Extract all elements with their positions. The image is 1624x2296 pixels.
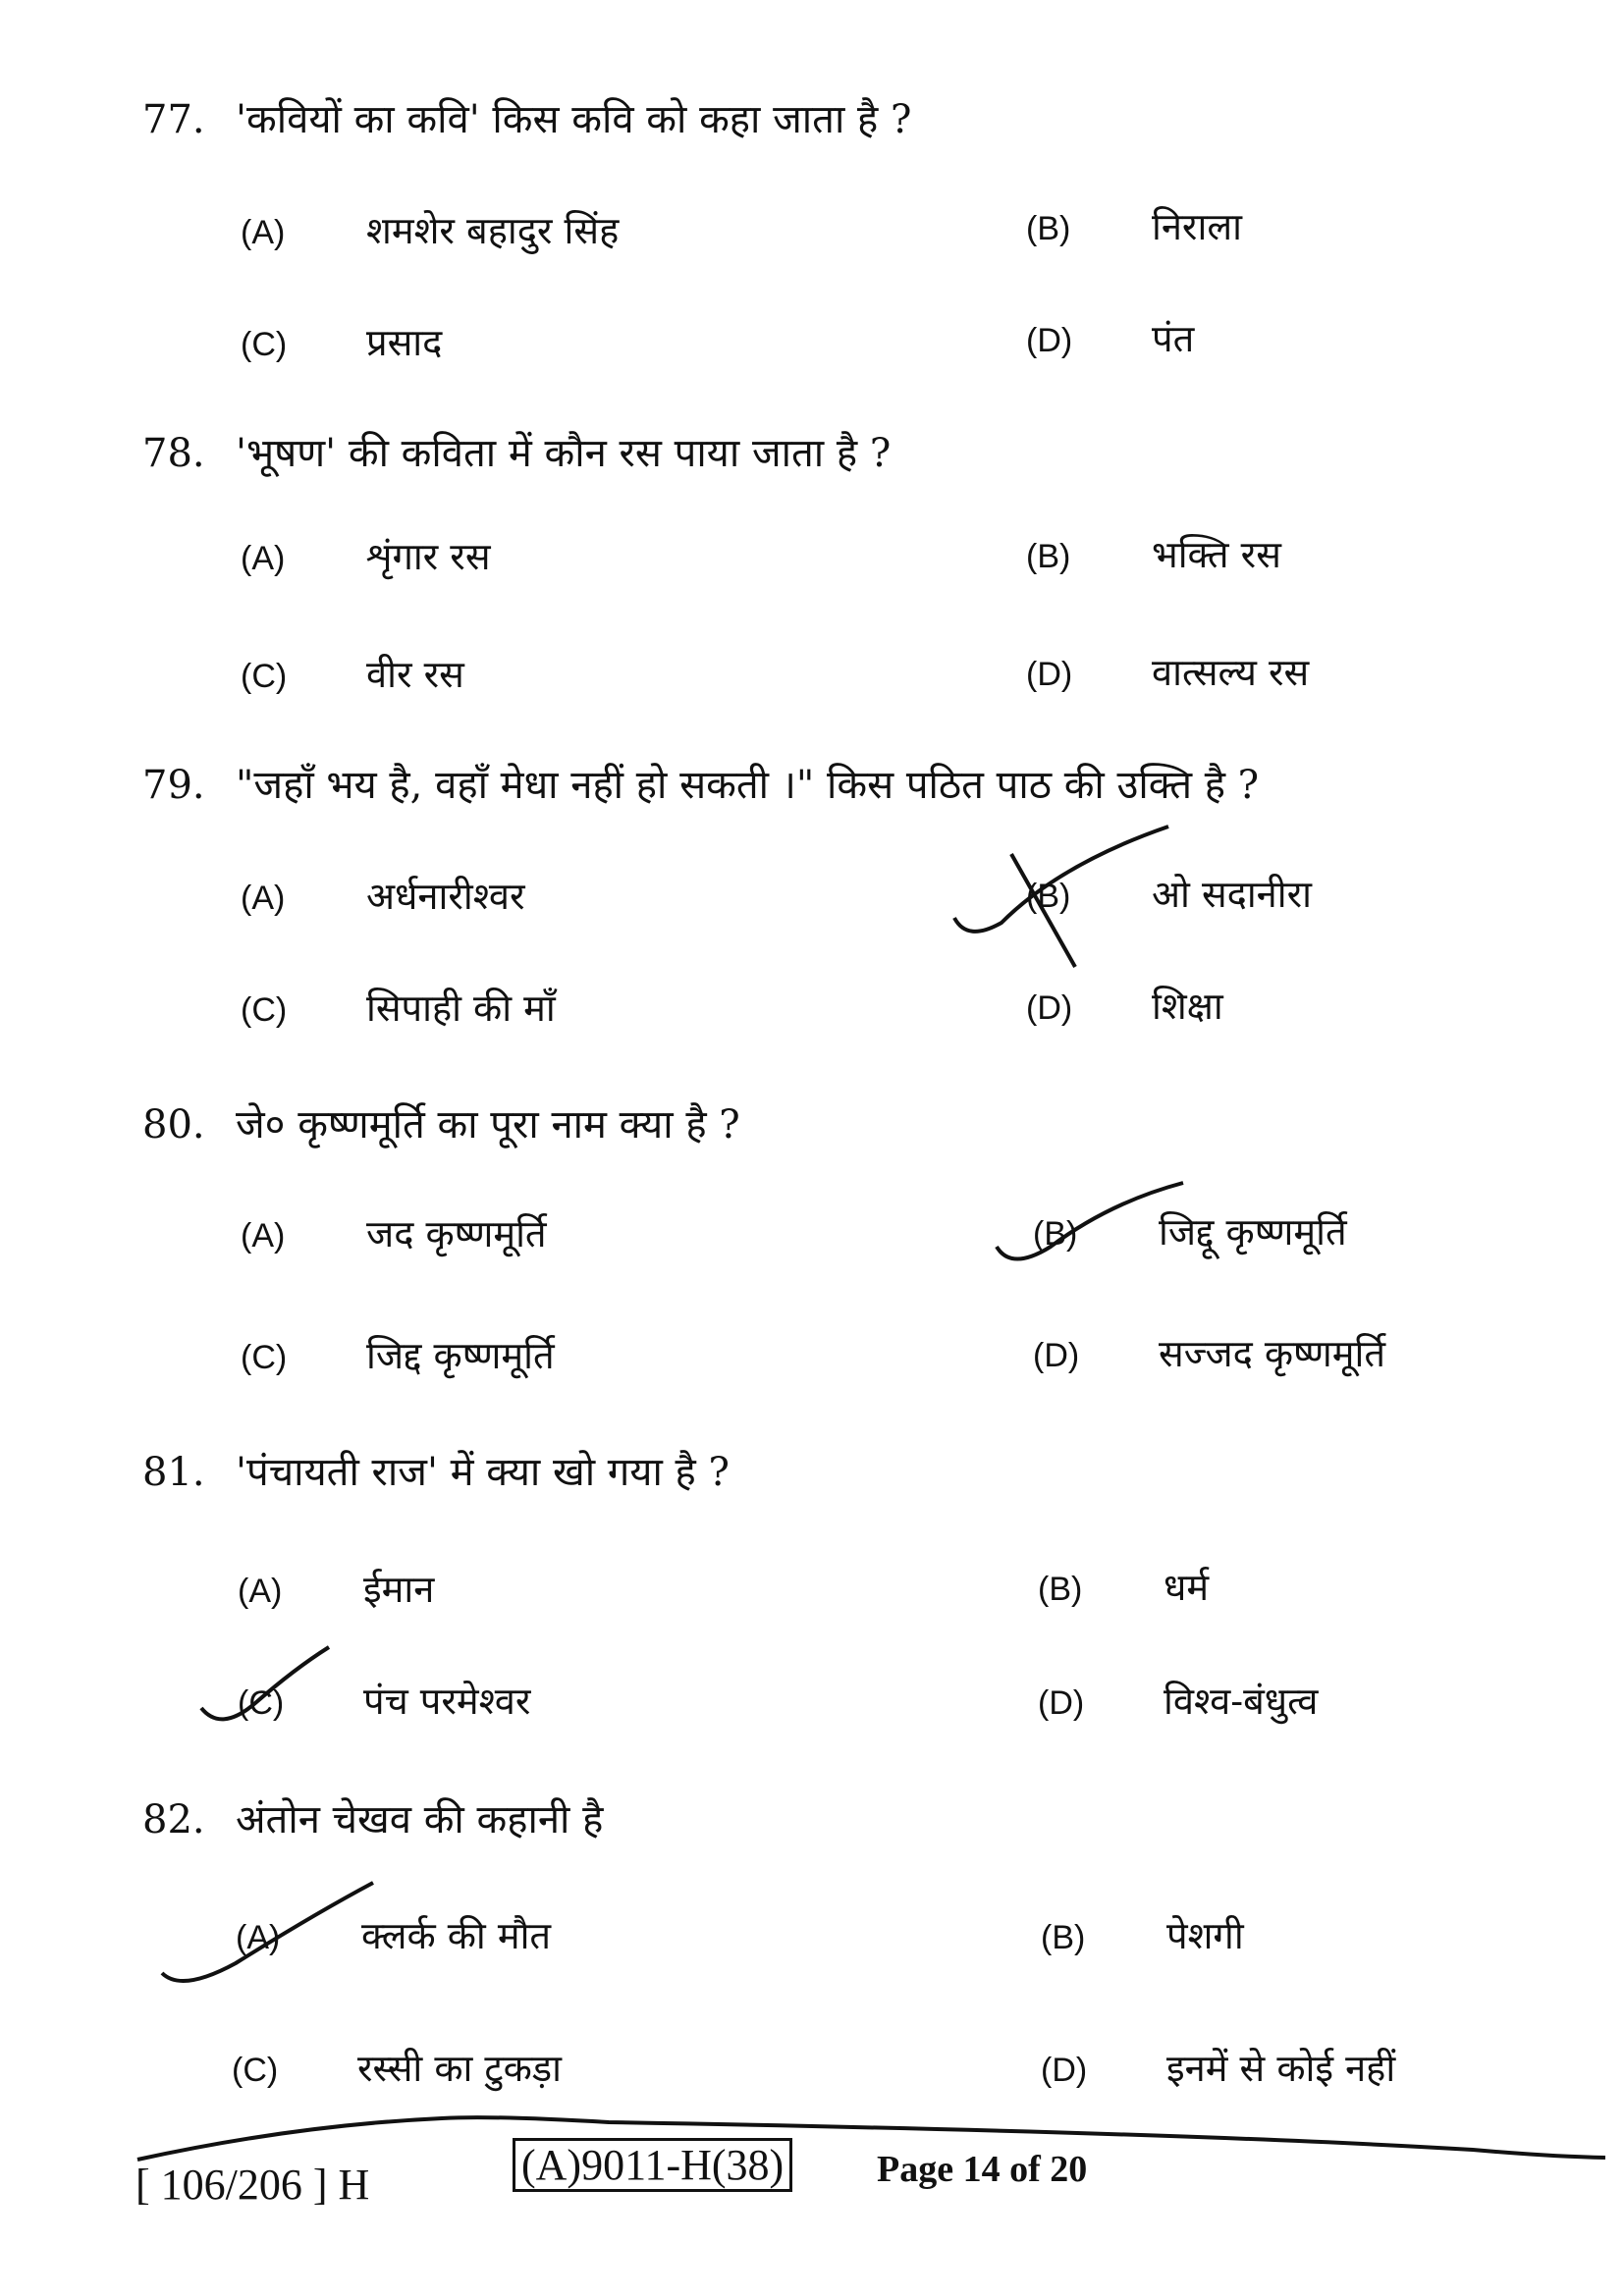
option-text: धर्म bbox=[1164, 1566, 1210, 1609]
option-77-d bbox=[1026, 312, 1194, 363]
option-label: (A) bbox=[238, 1573, 283, 1610]
option-label: (D) bbox=[1033, 1337, 1080, 1374]
option-label: (D) bbox=[1038, 1684, 1085, 1722]
option-82-d bbox=[1041, 2042, 1395, 2093]
option-text: शृंगार रस bbox=[366, 535, 491, 578]
question-number: 80. bbox=[142, 1102, 205, 1148]
option-80-c bbox=[241, 1329, 555, 1380]
set-code-box: (A)9011-H(38) bbox=[513, 2138, 792, 2192]
question-text: "जहाँ भय है, वहाँ मेधा नहीं हो सकती ।" किस पठित पाठ की उक्ति है ? bbox=[236, 763, 1260, 808]
question-79 bbox=[142, 756, 1259, 810]
option-82-c bbox=[232, 2042, 562, 2093]
option-label: (B) bbox=[1026, 878, 1071, 915]
question-text: 'कवियों का कवि' किस कवि को कहा जाता है ? bbox=[236, 97, 912, 142]
option-81-a bbox=[238, 1563, 434, 1614]
option-text: पंच परमेश्वर bbox=[363, 1680, 531, 1723]
option-78-b bbox=[1026, 528, 1281, 579]
option-80-a bbox=[241, 1207, 547, 1258]
option-text: वात्सल्य रस bbox=[1152, 651, 1310, 694]
question-text: 'भूषण' की कविता में कौन रस पाया जाता है ? bbox=[236, 431, 892, 476]
option-text: सज्जद कृष्णमूर्ति bbox=[1159, 1332, 1385, 1375]
option-text: पंत bbox=[1152, 317, 1195, 360]
option-label: (D) bbox=[1026, 989, 1073, 1027]
option-79-c bbox=[241, 982, 556, 1033]
option-80-d bbox=[1033, 1327, 1385, 1378]
option-text: जिद्दू कृष्णमूर्ति bbox=[1159, 1210, 1347, 1254]
option-text: पेशगी bbox=[1166, 1914, 1244, 1957]
question-number: 82. bbox=[142, 1797, 205, 1842]
option-label: (C) bbox=[238, 1684, 285, 1722]
option-79-d bbox=[1026, 980, 1223, 1031]
option-label: (C) bbox=[241, 658, 288, 695]
option-text: जिद्द कृष्णमूर्ति bbox=[366, 1334, 555, 1377]
option-77-a bbox=[241, 204, 619, 255]
option-text: क्लर्क की मौत bbox=[361, 1914, 552, 1957]
question-80 bbox=[142, 1095, 740, 1149]
question-number: 79. bbox=[142, 763, 205, 808]
option-label: (C) bbox=[241, 991, 288, 1029]
option-80-b bbox=[1033, 1205, 1347, 1256]
option-label: (A) bbox=[241, 214, 286, 251]
option-label: (C) bbox=[232, 2052, 279, 2089]
option-text: ईमान bbox=[363, 1568, 435, 1611]
page-number: Page 14 of 20 bbox=[877, 2149, 1088, 2190]
option-82-a bbox=[236, 1909, 551, 1960]
option-81-b bbox=[1038, 1561, 1209, 1612]
option-label: (A) bbox=[241, 880, 286, 917]
question-text: अंतोन चेखव की कहानी है bbox=[236, 1797, 604, 1842]
option-text: निराला bbox=[1152, 205, 1242, 248]
option-78-c bbox=[241, 648, 464, 699]
option-77-b bbox=[1026, 200, 1242, 251]
option-79-a bbox=[241, 870, 525, 921]
option-text: प्रसाद bbox=[366, 321, 443, 364]
question-text: 'पंचायती राज' में क्या खो गया है ? bbox=[236, 1450, 730, 1495]
option-label: (A) bbox=[241, 1217, 286, 1255]
option-78-d bbox=[1026, 646, 1309, 697]
question-78 bbox=[142, 424, 891, 478]
option-text: रस्सी का टुकड़ा bbox=[357, 2047, 562, 2090]
option-81-c bbox=[238, 1675, 530, 1726]
option-text: वीर रस bbox=[366, 653, 464, 696]
question-number: 77. bbox=[142, 97, 205, 142]
option-label: (D) bbox=[1026, 322, 1073, 359]
question-text: जे० कृष्णमूर्ति का पूरा नाम क्या है ? bbox=[236, 1102, 740, 1148]
option-text: भक्ति रस bbox=[1152, 533, 1281, 576]
question-81 bbox=[142, 1443, 730, 1497]
option-label: (D) bbox=[1041, 2052, 1088, 2089]
option-label: (C) bbox=[241, 326, 288, 363]
option-text: जद कृष्णमूर्ति bbox=[366, 1212, 547, 1255]
option-text: शिक्षा bbox=[1152, 985, 1223, 1028]
option-label: (B) bbox=[1041, 1919, 1086, 1956]
option-text: ओ सदानीरा bbox=[1152, 873, 1312, 916]
set-code bbox=[513, 2140, 792, 2190]
footer-rule bbox=[137, 2117, 1605, 2160]
option-78-a bbox=[241, 530, 491, 581]
option-81-d bbox=[1038, 1675, 1318, 1726]
option-label: (B) bbox=[1038, 1571, 1083, 1608]
option-label: (B) bbox=[1033, 1215, 1078, 1253]
option-79-b bbox=[1026, 868, 1312, 919]
option-label: (A) bbox=[241, 540, 286, 577]
option-text: शमशेर बहादुर सिंह bbox=[366, 209, 620, 252]
question-82 bbox=[142, 1790, 603, 1844]
option-label: (A) bbox=[236, 1919, 281, 1956]
question-number: 81. bbox=[142, 1450, 205, 1495]
option-label: (C) bbox=[241, 1339, 288, 1376]
paper-code: [ 106/206 ] H bbox=[135, 2161, 370, 2209]
option-label: (B) bbox=[1026, 210, 1071, 247]
question-77 bbox=[142, 90, 911, 144]
option-label: (B) bbox=[1026, 538, 1071, 575]
question-number: 78. bbox=[142, 431, 205, 476]
option-text: इनमें से कोई नहीं bbox=[1166, 2047, 1396, 2090]
option-82-b bbox=[1041, 1909, 1244, 1960]
option-77-c bbox=[241, 316, 442, 367]
option-text: विश्व-बंधुत्व bbox=[1164, 1680, 1319, 1723]
option-text: अर्धनारीश्वर bbox=[366, 875, 525, 918]
option-text: सिपाही की माँ bbox=[366, 987, 556, 1030]
option-label: (D) bbox=[1026, 656, 1073, 693]
